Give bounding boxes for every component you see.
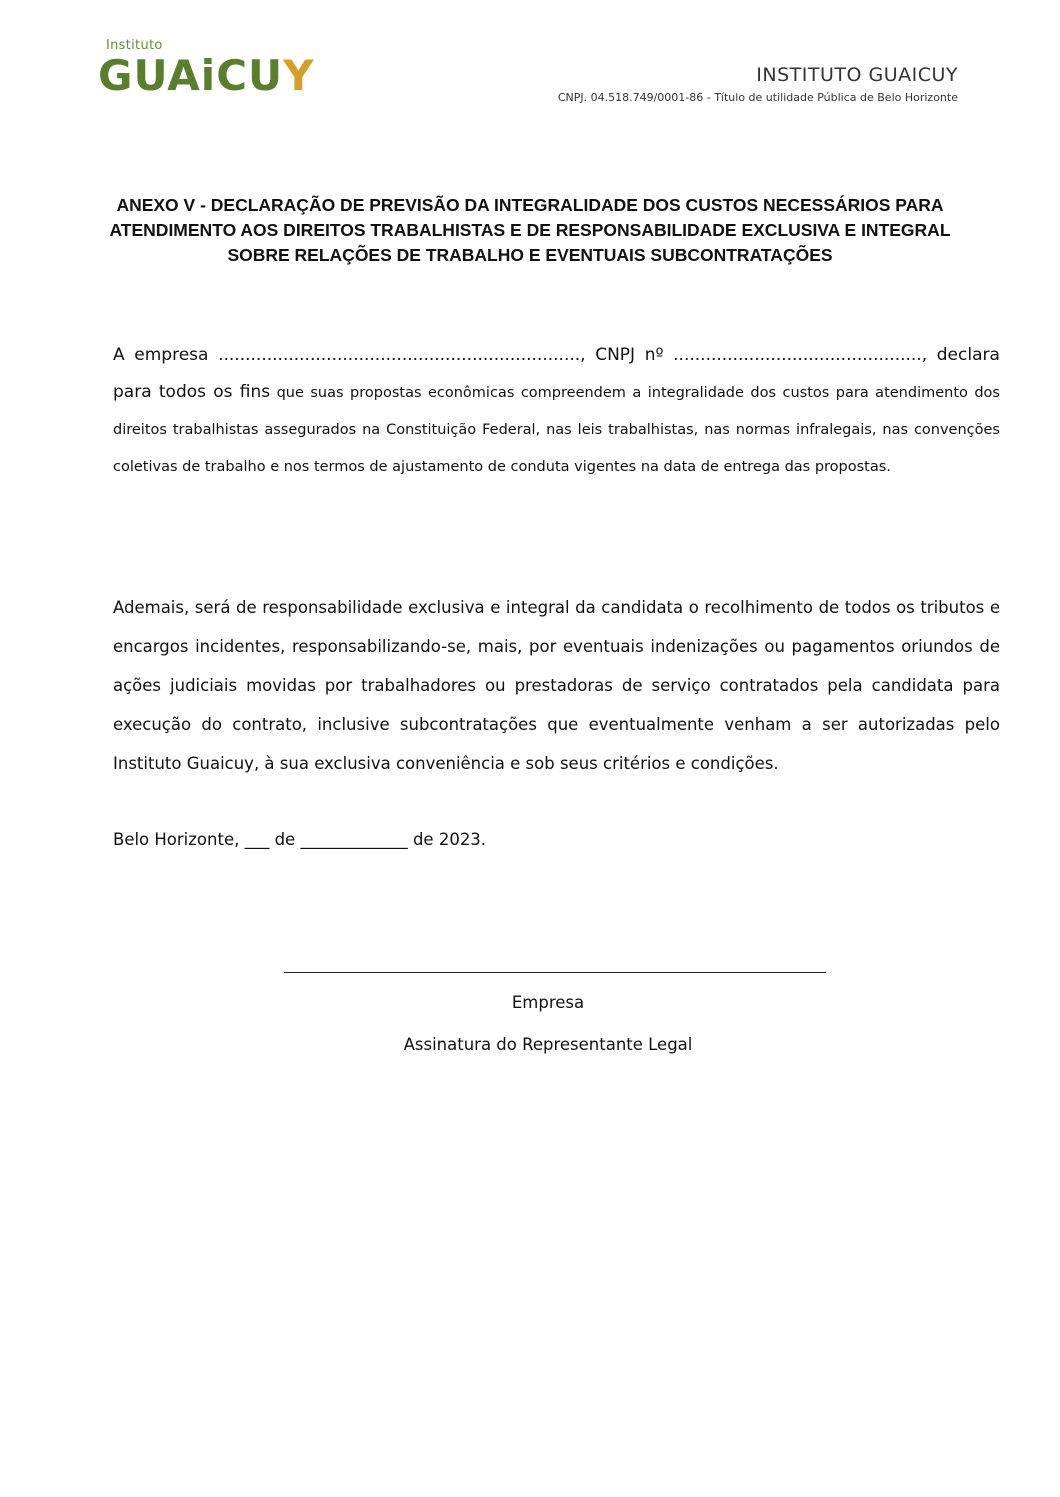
title-line-1: ANEXO V - DECLARAÇÃO DE PREVISÃO DA INTEGRALIDADE DOS CUSTOS NECESSÁRIOS PARA bbox=[116, 195, 944, 215]
logo-main-start: GUAiCU bbox=[98, 51, 284, 100]
word-cnpj: CNPJ bbox=[595, 345, 636, 365]
declaration-lead: para todos os fins bbox=[113, 382, 271, 402]
document-title bbox=[100, 193, 960, 268]
declaration-paragraph bbox=[113, 337, 1000, 486]
company-blank: ..................................................................., bbox=[218, 345, 586, 365]
logo-small-text: Instituto bbox=[106, 38, 163, 53]
institution-subtitle: CNPJ. 04.518.749/0001-86 - Título de utilidade Pública de Belo Horizonte bbox=[557, 91, 958, 104]
title-line-3: SOBRE RELAÇÕES DE TRABALHO E EVENTUAIS SUBCONTRATAÇÕES bbox=[227, 245, 833, 265]
signature-role: Assinatura do Representante Legal bbox=[403, 1035, 693, 1054]
signature-company: Empresa bbox=[511, 993, 585, 1012]
institution-name: INSTITUTO GUAICUY bbox=[756, 64, 958, 86]
declaration-body: que suas propostas econômicas compreendem a integralidade dos custos para atendimento dos direitos trabalhistas assegurados na Constituição Federal, nas leis trabalhistas, nas normas infralegais, nas convenções coletivas de trabalho e nos termos de ajustamento de conduta vigentes na data de entrega das propostas. bbox=[113, 385, 1000, 475]
signature-line bbox=[284, 972, 826, 973]
word-numero: nº bbox=[644, 345, 664, 365]
logo-main-end: Y bbox=[283, 51, 315, 100]
responsibility-paragraph: Ademais, será de responsabilidade exclusiva e integral da candidata o recolhimento de todos os tributos e encargos incidentes, responsabilizando-se, mais, por eventuais indenizações ou pagamentos oriundos de ações judiciais movidas por trabalhadores ou prestadoras de serviço contratados pela candidata para execução do contrato, inclusive subcontratações que eventualmente venham a ser autorizadas pelo Instituto Guaicuy, à sua exclusiva conveniência e sob seus critérios e condições. bbox=[113, 598, 1000, 773]
declaration-first-line bbox=[113, 337, 1000, 374]
word-declara: declara bbox=[936, 345, 1000, 365]
word-empresa: empresa bbox=[134, 345, 209, 365]
cnpj-blank: .............................................., bbox=[673, 345, 928, 365]
title-line-2: ATENDIMENTO AOS DIREITOS TRABALHISTAS E DE RESPONSABILIDADE EXCLUSIVA E INTEGRAL bbox=[109, 220, 951, 240]
date-line: Belo Horizonte, ___ de _____________ de 2023. bbox=[113, 830, 487, 849]
word-a: A bbox=[113, 345, 125, 365]
logo-main-text bbox=[98, 50, 315, 102]
logo bbox=[98, 38, 388, 102]
